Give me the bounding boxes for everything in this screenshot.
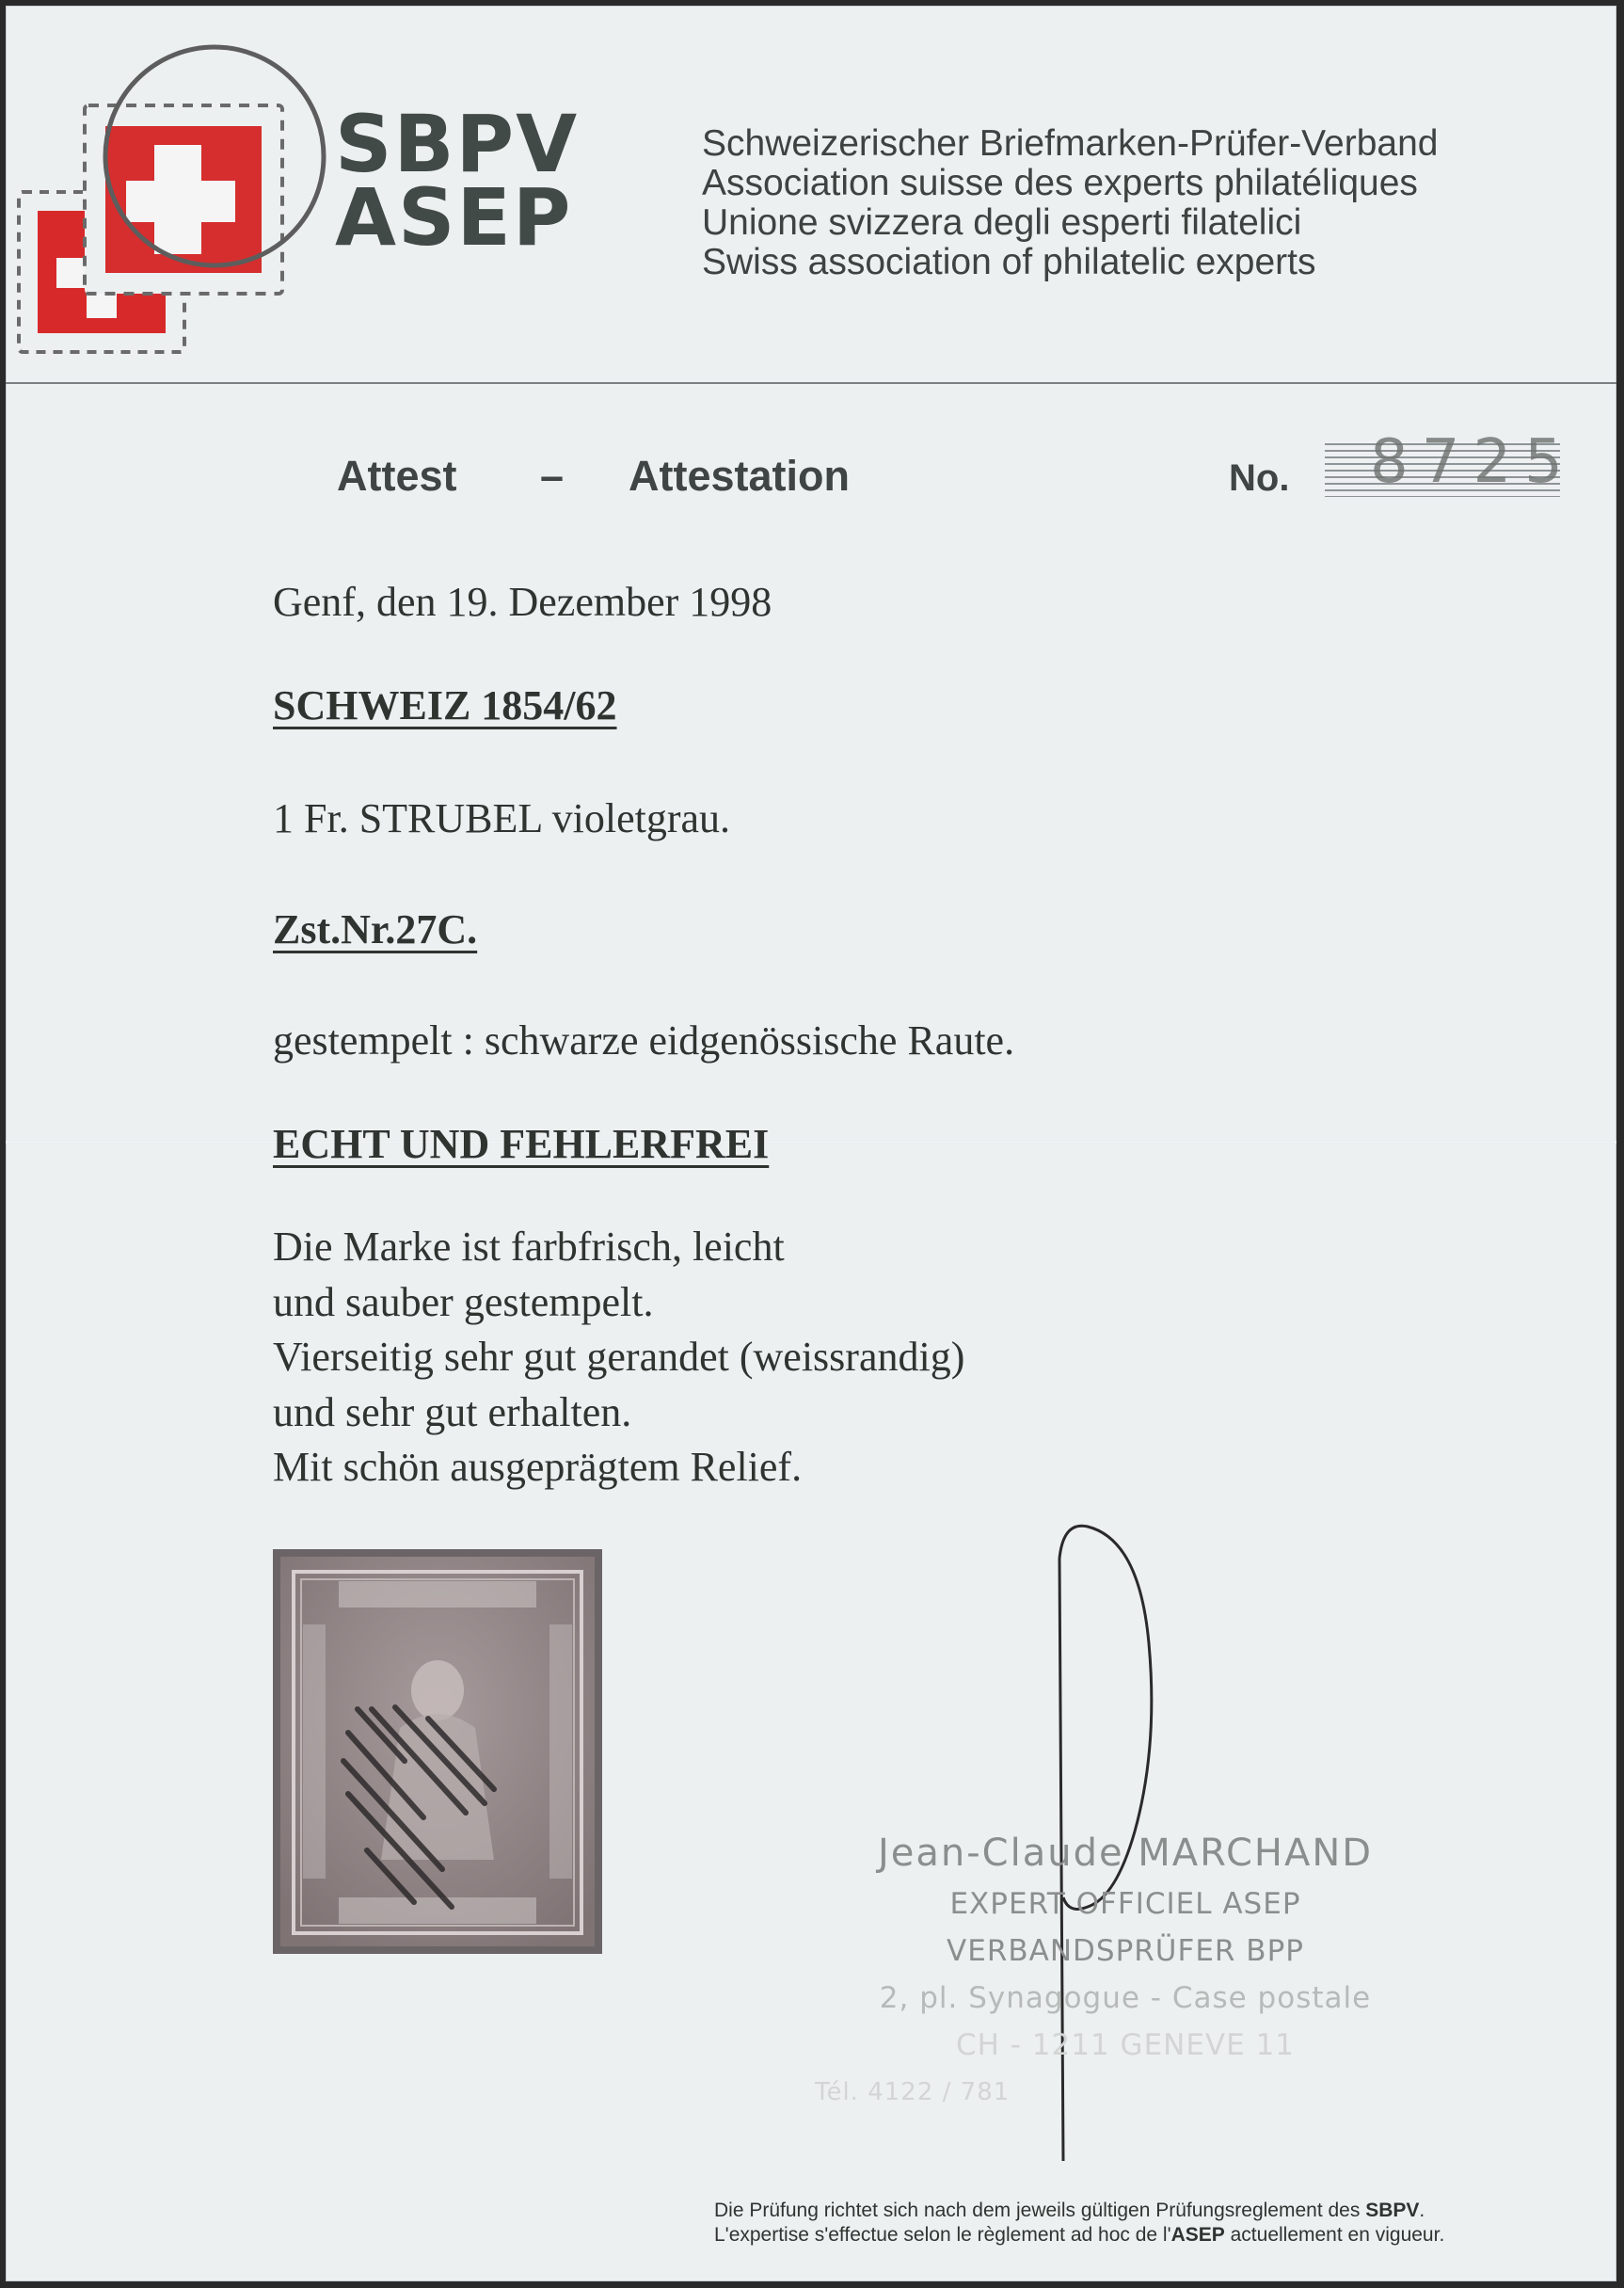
expert-title-asep: EXPERT OFFICIEL ASEP: [949, 1887, 1301, 1921]
footer-de-text: Die Prüfung richtet sich nach dem jeweils gültigen Prüfungsreglement des: [714, 2200, 1366, 2221]
footer-line-de: [714, 2199, 1444, 2223]
remark-line: und sauber gestempelt.: [273, 1278, 654, 1325]
title-attestation: Attestation: [629, 452, 850, 500]
footer-de-bold: SBPV: [1365, 2200, 1420, 2221]
association-names: [702, 124, 1438, 282]
remark-line: und sehr gut erhalten.: [273, 1388, 632, 1435]
place-date: Genf, den 19. Dezember 1998: [273, 579, 772, 625]
brand-sbpv: SBPV: [335, 98, 580, 190]
footer-de-end: .: [1419, 2200, 1425, 2221]
assoc-fr: Association suisse des experts philatéliques: [702, 163, 1418, 203]
cancellation-text: gestempelt : schwarze eidgenössische Raute.: [273, 1017, 1015, 1064]
verdict-heading: ECHT UND FEHLERFREI: [273, 1121, 770, 1167]
sbpv-logo: [6, 6, 344, 382]
remark-line: Mit schön ausgeprägtem Relief.: [273, 1444, 803, 1490]
header-divider: [6, 382, 1616, 384]
expert-city: CH - 1211 GENEVE 11: [955, 2028, 1296, 2062]
expert-stamp: [805, 1832, 1445, 2116]
expert-address: 2, pl. Synagogue - Case postale: [879, 1981, 1372, 2015]
assoc-de: Schweizerischer Briefmarken-Prüfer-Verband: [702, 123, 1439, 164]
title-attest: Attest: [337, 452, 457, 500]
brand-wordmark: [335, 98, 580, 264]
footer-line-fr: [714, 2223, 1444, 2248]
country-heading: SCHWEIZ 1854/62: [273, 682, 617, 728]
expert-title-bpp: VERBANDSPRÜFER BPP: [947, 1934, 1304, 1968]
assoc-en: Swiss association of philatelic experts: [702, 242, 1316, 282]
footer-fr-end: actuellement en vigueur.: [1224, 2224, 1445, 2246]
assoc-it: Unione svizzera degli esperti filatelici: [702, 202, 1302, 243]
expert-name: Jean-Claude MARCHAND: [877, 1832, 1374, 1875]
fold-line: [6, 1141, 1616, 1144]
expert-phone: Tél. 4122 / 781: [815, 2078, 1011, 2106]
title-dash: –: [540, 452, 565, 500]
certificate-number-label: No.: [1229, 457, 1290, 499]
certificate-sheet: [6, 6, 1616, 2281]
remarks-block: [273, 1220, 964, 1496]
footer-fr-bold: ASEP: [1170, 2224, 1225, 2246]
remark-line: Die Marke ist farbfrisch, leicht: [273, 1224, 785, 1270]
footer-note: [714, 2199, 1444, 2248]
stamp-photo: [273, 1549, 602, 1954]
stamp-description: 1 Fr. STRUBEL violetgrau.: [273, 795, 731, 841]
footer-fr-text: L'expertise s'effectue selon le règlement ad hoc de l': [714, 2224, 1171, 2246]
catalogue-number: Zst.Nr.27C.: [273, 906, 478, 952]
certificate-number-value: 8725: [1370, 427, 1576, 497]
brand-asep: ASEP: [335, 171, 573, 264]
remark-line: Vierseitig sehr gut gerandet (weissrandig): [273, 1334, 965, 1380]
